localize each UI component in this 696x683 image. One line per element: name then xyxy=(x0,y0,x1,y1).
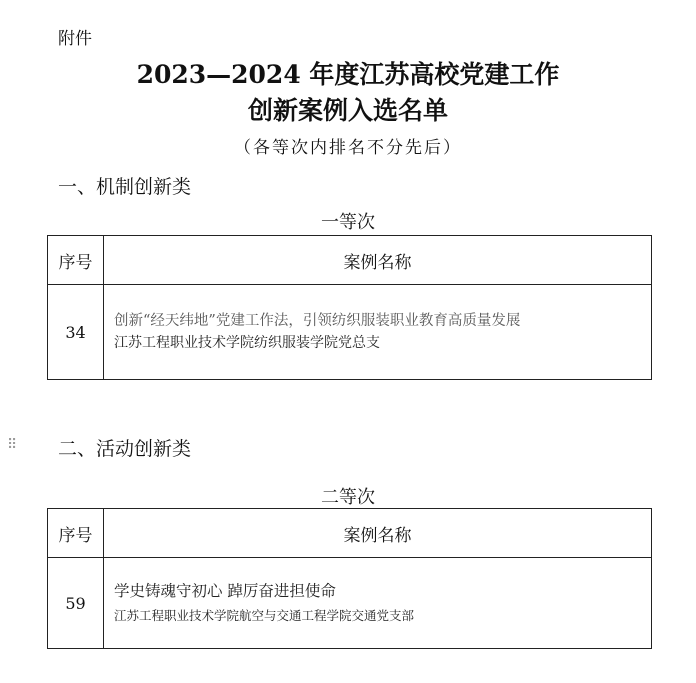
level-heading-second: 二等次 xyxy=(321,487,375,508)
document-title-line1: 2023—2024 年度江苏高校党建工作 xyxy=(136,60,560,89)
document-title-line2: 创新案例入选名单 xyxy=(247,96,448,125)
row-seq: 59 xyxy=(48,558,104,649)
section-heading-activity: 二、活动创新类 xyxy=(58,438,192,460)
table-row xyxy=(48,285,652,380)
row-content xyxy=(104,285,652,380)
case-title: 学史铸魂守初心 踔厉奋进担使命 xyxy=(114,582,336,600)
document-subtitle: （各等次内排名不分先后） xyxy=(234,138,462,158)
attachment-label: 附件 xyxy=(58,29,92,49)
case-organization: 江苏工程职业技术学院纺织服装学院党总支 xyxy=(114,335,380,351)
case-table-activity xyxy=(47,508,652,649)
section-heading-mechanism: 一、机制创新类 xyxy=(58,176,192,198)
case-title: 创新“经天纬地”党建工作法，引领纺织服装职业教育高质量发展 xyxy=(114,313,521,329)
row-seq: 34 xyxy=(48,285,104,380)
column-header-seq: 序号 xyxy=(48,509,104,558)
row-content xyxy=(104,558,652,649)
table-row xyxy=(48,558,652,649)
column-header-name: 案例名称 xyxy=(104,509,652,558)
drag-handle-icon[interactable]: ⠿ xyxy=(7,437,18,453)
table-header-row xyxy=(48,236,652,285)
table-header-row xyxy=(48,509,652,558)
level-heading-first: 一等次 xyxy=(321,212,375,233)
case-organization: 江苏工程职业技术学院航空与交通工程学院交通党支部 xyxy=(114,608,415,623)
case-table-mechanism xyxy=(47,235,652,380)
column-header-seq: 序号 xyxy=(48,236,104,285)
column-header-name: 案例名称 xyxy=(104,236,652,285)
